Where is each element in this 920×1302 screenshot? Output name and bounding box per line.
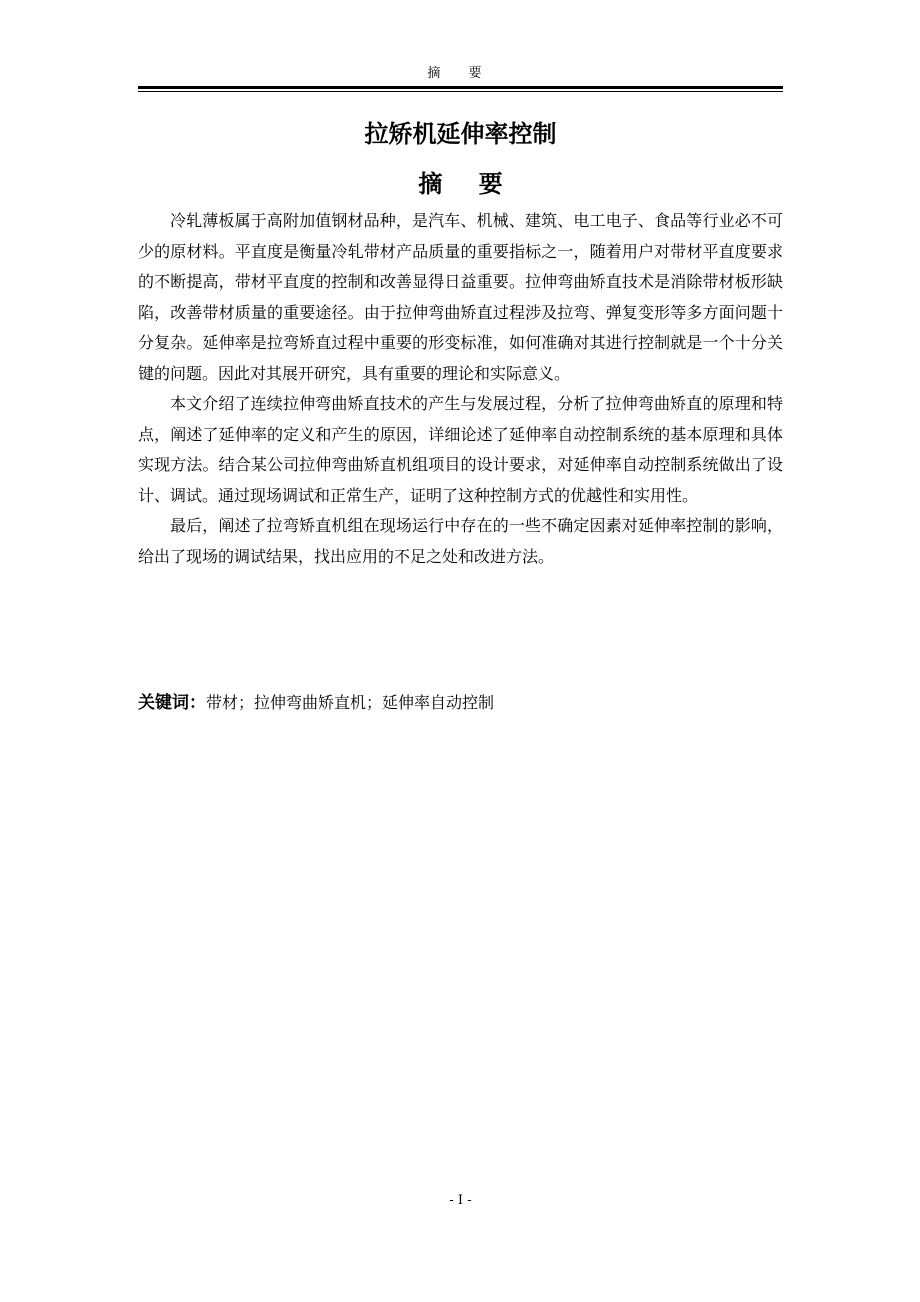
abstract-paragraph-3: 最后，阐述了拉弯矫直机组在现场运行中存在的一些不确定因素对延伸率控制的影响，给出了现场的调试结果，找出应用的不足之处和改进方法。 <box>138 516 783 566</box>
abstract-body <box>138 206 783 572</box>
section-heading: 摘 要 <box>418 170 517 198</box>
keywords-text: 带材；拉伸弯曲矫直机；延伸率自动控制 <box>206 693 495 712</box>
keywords-label: 关键词： <box>138 693 206 713</box>
header-rule-thin <box>138 91 783 92</box>
page-number: - I - <box>449 1193 472 1208</box>
header-rule <box>138 86 783 89</box>
abstract-paragraph-1: 冷轧薄板属于高附加值钢材品种，是汽车、机械、建筑、电工电子、食品等行业必不可少的原材料。平直度是衡量冷轧带材产品质量的重要指标之一，随着用户对带材平直度要求的不断提高，带材平直度的控制和改善显得日益重要。拉伸弯曲矫直技术是消除带材板形缺陷，改善带材质量的重要途径。由于拉伸弯曲矫直过程涉及拉弯、弹复变形等多方面问题十分复杂。延伸率是拉弯矫直过程中重要的形变标准，如何准确对其进行控制就是一个十分关键的问题。因此对其展开研究，具有重要的理论和实际意义。 <box>138 211 783 383</box>
keywords-line <box>138 689 783 717</box>
running-header: 摘 要 <box>427 66 494 81</box>
abstract-paragraph-2: 本文介绍了连续拉伸弯曲矫直技术的产生与发展过程，分析了拉伸弯曲矫直的原理和特点，阐述了延伸率的定义和产生的原因，详细论述了延伸率自动控制系统的基本原理和具体实现方法。结合某公司拉伸弯曲矫直机组项目的设计要求，对延伸率自动控制系统做出了设计、调试。通过现场调试和正常生产，证明了这种控制方式的优越性和实用性。 <box>138 394 783 505</box>
document-title: 拉矫机延伸率控制 <box>364 120 557 148</box>
